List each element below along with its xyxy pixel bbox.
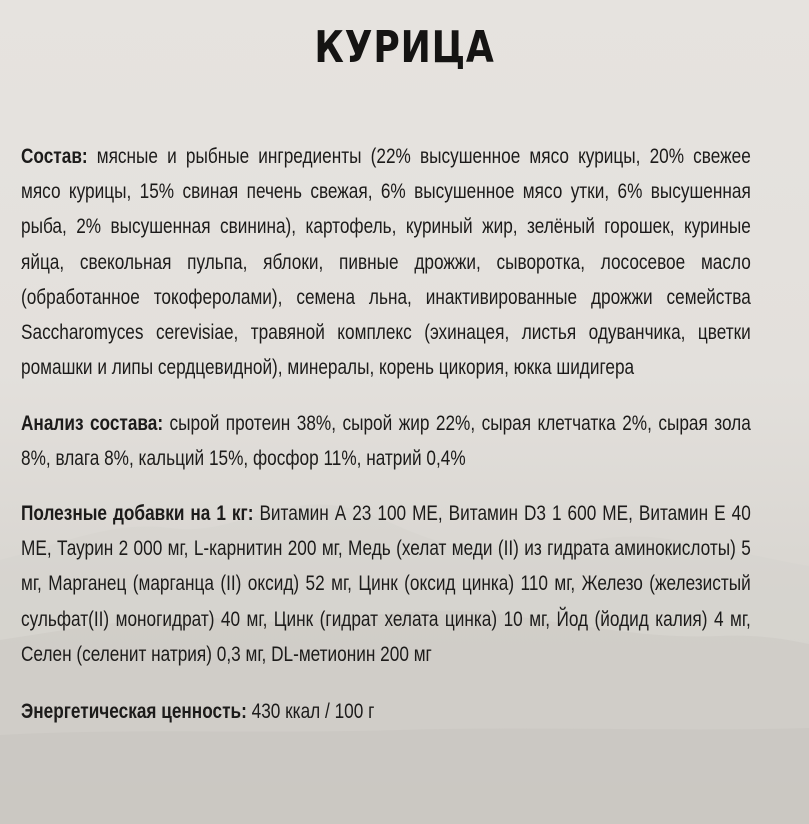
additives-section	[21, 496, 751, 672]
additives-text: Витамин А 23 100 МЕ, Витамин D3 1 600 МЕ, Витамин Е 40 МЕ, Таурин 2 000 мг, L-карнитин 200 мг, Медь (хелат меди (II) из гидрата аминокислоты) 5 мг, Марганец (марганца (II) оксид) 52 мг, Цинк (оксид цинка) 110 мг, Железо (железистый сульфат(II) моногидрат) 40 мг, Цинк (гидрат хелата цинка) 10 мг, Йод (йодид калия) 4 мг, Селен (селенит натрия) 0,3 мг, DL-метионин 200 мг	[21, 502, 751, 666]
page-title: КУРИЦА	[314, 22, 495, 73]
composition-label: Состав:	[21, 145, 88, 168]
composition-text: мясные и рыбные ингредиенты (22% высушенное мясо курицы, 20% свежее мясо курицы, 15% свиная печень свежая, 6% высушенное мясо утки, 6% высушенная рыба, 2% высушенная свинина), картофель, куриный жир, зелёный горошек, куриные яйца, свекольная пульпа, яблоки, пивные дрожжи, сыворотка, лососевое масло (обработанное токоферолами), семена льна, инактивированные дрожжи семейства Saccharomyces cerevisiae, травяной комплекс (эхинацея, листья одуванчика, цветки ромашки и липы сердцевидной), минералы, корень цикория, юкка шидигера	[21, 145, 751, 380]
analysis-section	[21, 406, 751, 476]
energy-section	[21, 694, 751, 729]
analysis-text: сырой протеин 38%, сырой жир 22%, сырая клетчатка 2%, сырая зола 8%, влага 8%, кальций 15%, фосфор 11%, натрий 0,4%	[21, 412, 751, 471]
composition-section	[21, 139, 751, 385]
additives-label: Полезные добавки на 1 кг:	[21, 502, 254, 525]
analysis-label: Анализ состава:	[21, 412, 164, 435]
energy-label: Энергетическая ценность:	[21, 700, 247, 723]
energy-text: 430 ккал / 100 г	[251, 700, 375, 723]
